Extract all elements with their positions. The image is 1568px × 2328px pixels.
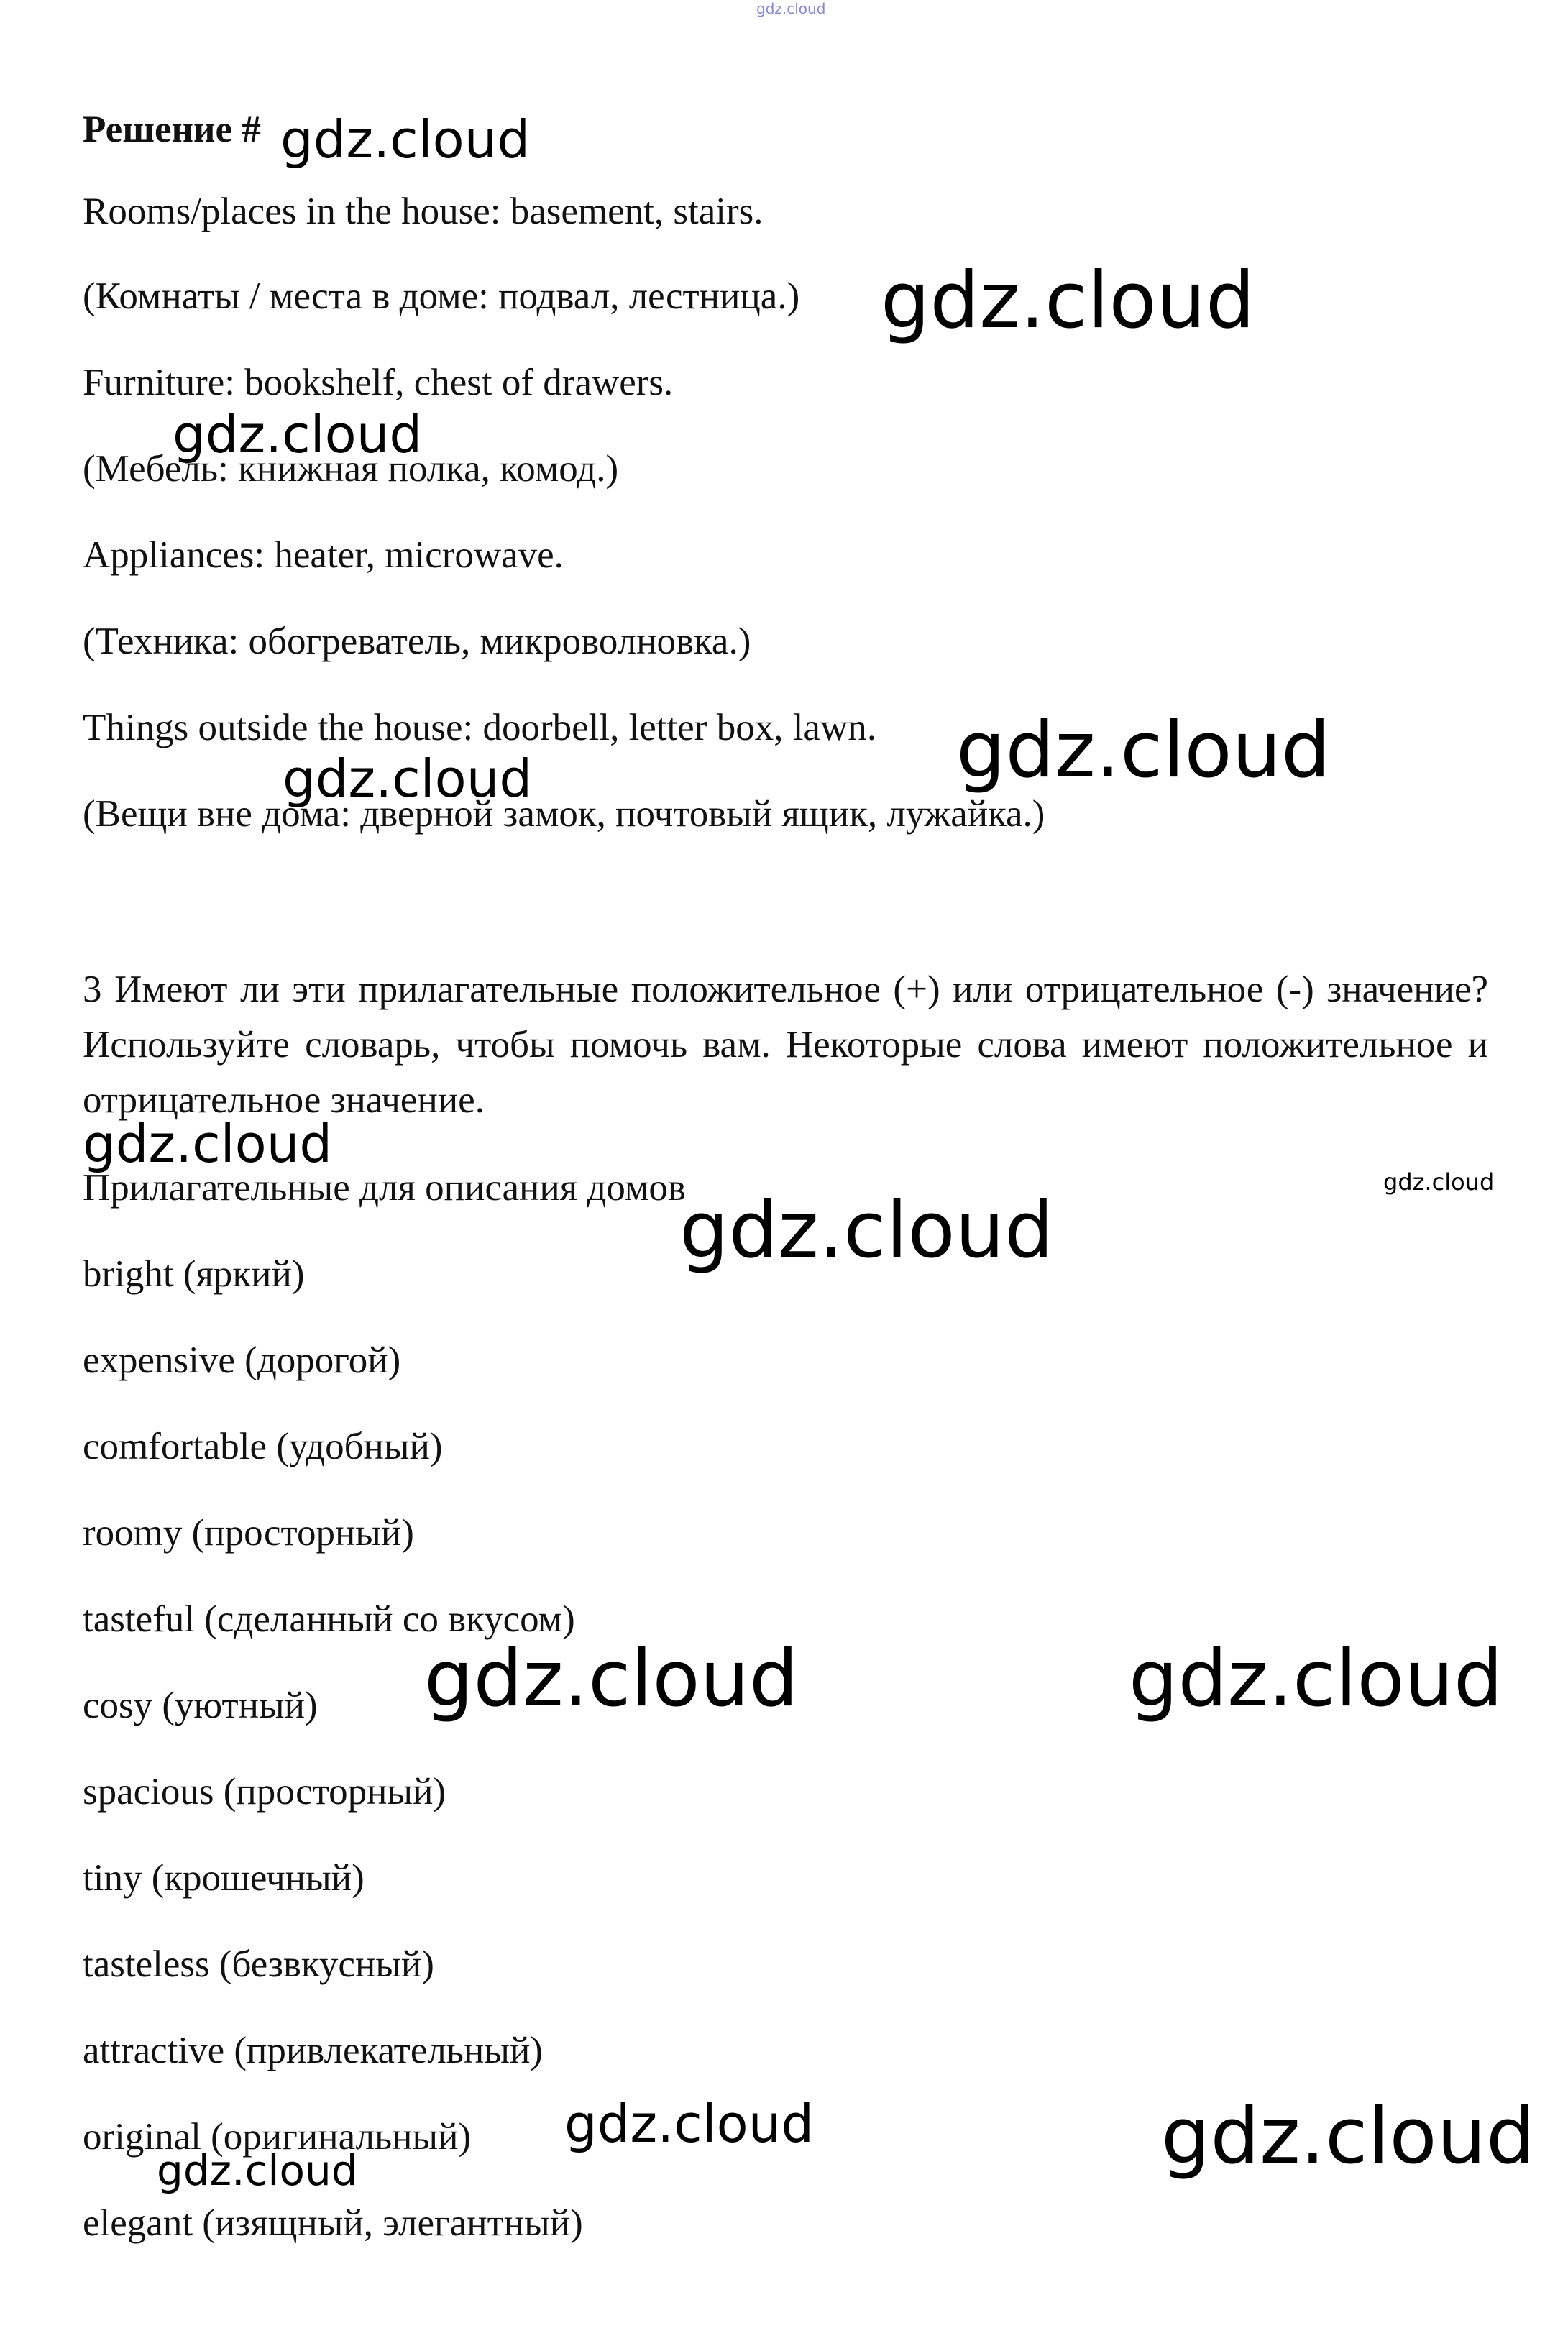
adjective-item: tasteless (безвкусный) bbox=[83, 1943, 434, 1985]
task-paragraph: 3 Имеют ли эти прилагательные положительное (+) или отрицательное (-) значение? Используйте словарь, чтобы помочь вам. Некоторые слова имеют положительное и отрицательное значение. bbox=[83, 968, 1488, 1121]
watermark-text: gdz.cloud bbox=[679, 1186, 1054, 1275]
text-line: Rooms/places in the house: basement, stairs. bbox=[83, 191, 764, 232]
watermark-text: gdz.cloud bbox=[157, 2146, 358, 2195]
text-line: (Вещи вне дома: дверной замок, почтовый ящик, лужайка.) bbox=[83, 793, 1045, 835]
watermark-text: gdz.cloud bbox=[173, 404, 423, 464]
adjective-item: original (оригинальный) bbox=[83, 2116, 472, 2158]
watermark-text: gdz.cloud bbox=[1129, 1634, 1503, 1724]
watermark-text: gdz.cloud bbox=[280, 109, 531, 170]
watermark-text: gdz.cloud bbox=[564, 2094, 815, 2154]
adjective-item: tasteful (сделанный со вкусом) bbox=[83, 1598, 575, 1640]
adjective-item: spacious (просторный) bbox=[83, 1771, 446, 1813]
watermark-text: gdz.cloud bbox=[1161, 2091, 1536, 2181]
text-line: Furniture: bookshelf, chest of drawers. bbox=[83, 362, 674, 403]
text-line: Things outside the house: doorbell, letter box, lawn. bbox=[83, 707, 876, 748]
watermark-text: gdz.cloud bbox=[83, 1114, 333, 1174]
text-line: (Комнаты / места в доме: подвал, лестница.) bbox=[83, 275, 800, 317]
adjectives-subheading: Прилагательные для описания домов bbox=[83, 1167, 686, 1209]
text-line: (Мебель: книжная полка, комод.) bbox=[83, 448, 619, 490]
adjective-item: expensive (дорогой) bbox=[83, 1339, 401, 1381]
top-watermark: gdz.cloud bbox=[756, 0, 826, 17]
text-line: Appliances: heater, microwave. bbox=[83, 534, 564, 576]
adjective-item: attractive (привлекательный) bbox=[83, 2030, 543, 2071]
watermark-text: gdz.cloud bbox=[1383, 1168, 1495, 1196]
solution-heading: Решение # bbox=[83, 109, 261, 150]
adjective-item: bright (яркий) bbox=[83, 1253, 305, 1295]
watermark-text: gdz.cloud bbox=[881, 256, 1255, 346]
adjective-item: comfortable (удобный) bbox=[83, 1426, 443, 1467]
adjective-item: tiny (крошечный) bbox=[83, 1857, 365, 1899]
watermark-text: gdz.cloud bbox=[283, 748, 533, 809]
watermark-text: gdz.cloud bbox=[956, 705, 1331, 795]
adjective-item: elegant (изящный, элегантный) bbox=[83, 2202, 583, 2244]
watermark-text: gdz.cloud bbox=[424, 1634, 799, 1724]
adjective-item: roomy (просторный) bbox=[83, 1512, 414, 1554]
adjective-item: cosy (уютный) bbox=[83, 1685, 318, 1726]
text-line: (Техника: обогреватель, микроволновка.) bbox=[83, 620, 751, 662]
